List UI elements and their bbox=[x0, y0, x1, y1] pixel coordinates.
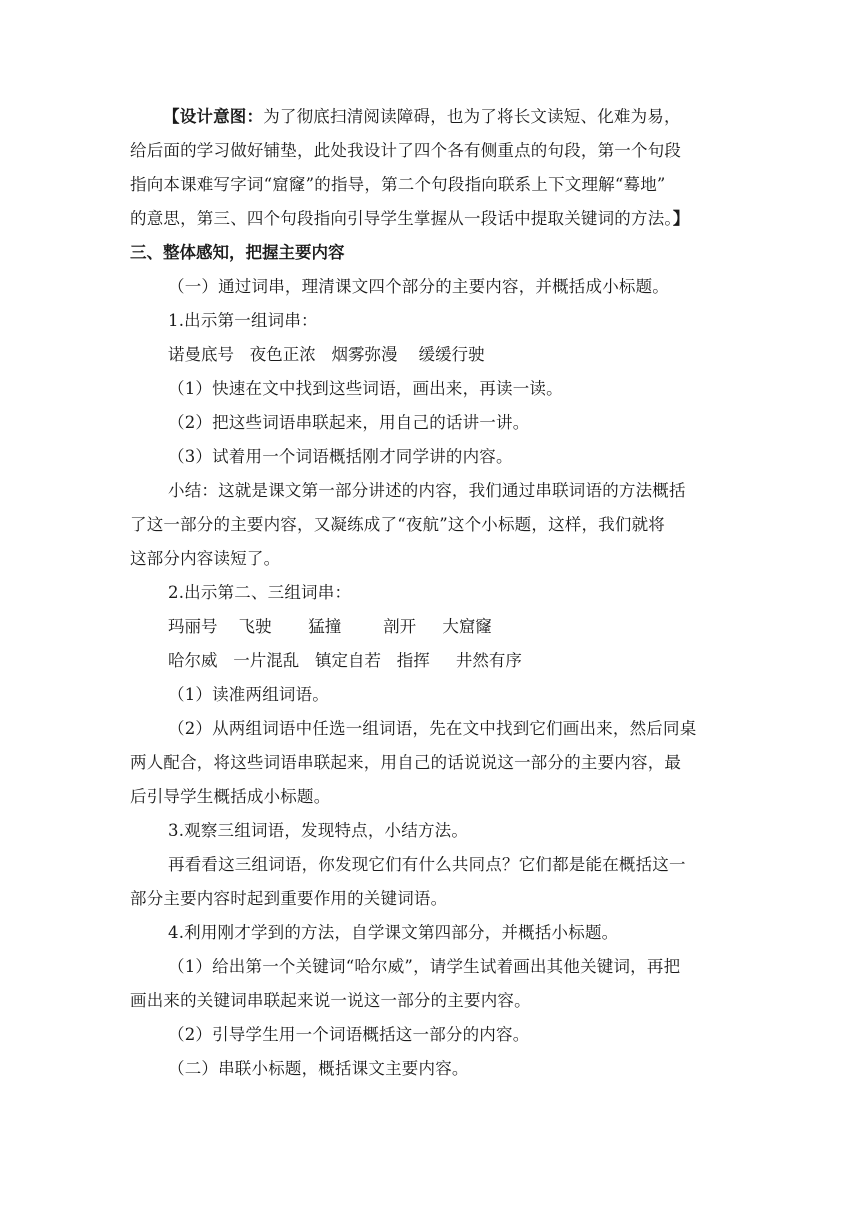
step2-question-2-line-2: 两人配合，将这些词语串联起来，用自己的话说说这一部分的主要内容，最 bbox=[130, 753, 682, 772]
step2-word-string-a: 玛丽号 飞驶 猛撞 剖开 大窟窿 bbox=[168, 617, 492, 636]
step2-title: 2.出示第二、三组词串： bbox=[168, 583, 352, 602]
design-intent-label: 【设计意图： bbox=[163, 107, 264, 126]
step1-question-2: （2）把这些词语串联起来，用自己的话讲一讲。 bbox=[168, 413, 530, 432]
design-intent-line-4: 的意思，第三、四个句段指向引导学生掌握从一段话中提取关键词的方法。】 bbox=[130, 209, 690, 228]
step2-question-2-line-3: 后引导学生概括成小标题。 bbox=[130, 787, 331, 806]
step1-question-1: （1）快速在文中找到这些词语，画出来，再读一读。 bbox=[168, 379, 563, 398]
part2-title: （二）串联小标题，概括课文主要内容。 bbox=[168, 1059, 469, 1078]
design-intent-line-1: 【设计意图：为了彻底扫清阅读障碍，也为了将长文读短、化难为易， bbox=[163, 107, 681, 126]
design-intent-line-2: 给后面的学习做好铺垫，此处我设计了四个各有侧重点的句段，第一个句段 bbox=[130, 141, 682, 160]
step1-word-string: 诺曼底号 夜色正浓 烟雾弥漫 缓缓行驶 bbox=[168, 345, 485, 364]
step3-text-line-1: 再看看这三组词语，你发现它们有什么共同点？它们都是能在概括这一 bbox=[168, 855, 686, 874]
step3-text-line-2: 部分主要内容时起到重要作用的关键词语。 bbox=[130, 889, 448, 908]
step4-question-2: （2）引导学生用一个词语概括这一部分的内容。 bbox=[168, 1025, 530, 1044]
section-heading: 三、整体感知，把握主要内容 bbox=[130, 243, 345, 262]
step1-summary-line-2: 了这一部分的主要内容，又凝练成了“夜航”这个小标题，这样，我们就将 bbox=[130, 515, 665, 534]
step2-question-2-line-1: （2）从两组词语中任选一组词语，先在文中找到它们画出来，然后同桌 bbox=[168, 719, 697, 738]
step1-summary-line-3: 这部分内容读短了。 bbox=[130, 549, 281, 568]
document-page bbox=[130, 100, 734, 1086]
step3-title: 3.观察三组词语，发现特点，小结方法。 bbox=[168, 821, 469, 840]
step1-title: 1.出示第一组词串： bbox=[168, 311, 318, 330]
step4-question-1-line-2: 画出来的关键词串联起来说一说这一部分的主要内容。 bbox=[130, 991, 531, 1010]
step4-question-1-line-1: （1）给出第一个关键词“哈尔威”，请学生试着画出其他关键词，再把 bbox=[168, 957, 681, 976]
step4-title: 4.利用刚才学到的方法，自学课文第四部分，并概括小标题。 bbox=[168, 923, 619, 942]
step1-question-3: （3）试着用一个词语概括刚才同学讲的内容。 bbox=[168, 447, 513, 466]
design-intent-block bbox=[130, 100, 734, 236]
part1-title: （一）通过词串，理清课文四个部分的主要内容，并概括成小标题。 bbox=[168, 277, 669, 296]
step1-summary-line-1: 小结：这就是课文第一部分讲述的内容，我们通过串联词语的方法概括 bbox=[168, 481, 686, 500]
design-intent-line-3: 指向本课难写字词“窟窿”的指导，第二个句段指向联系上下文理解“蓦地” bbox=[130, 175, 666, 194]
step2-word-string-b: 哈尔威 一片混乱 镇定自若 指挥 井然有序 bbox=[168, 651, 522, 670]
step2-question-1: （1）读准两组词语。 bbox=[168, 685, 329, 704]
